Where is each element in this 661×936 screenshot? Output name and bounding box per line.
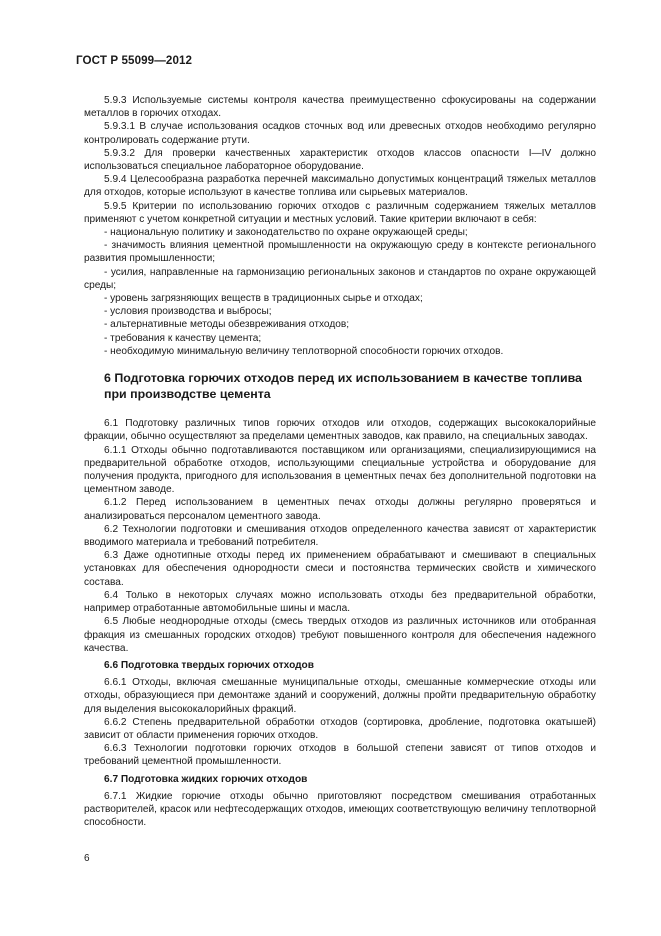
subsection-6-6-heading: 6.6 Подготовка твердых горючих отходов [104,659,314,671]
paragraph-5-9-3-1: 5.9.3.1 В случае использования осадков сточных вод или древесных отходов необходимо регулярно контролировать содержание ртути. [84,121,596,146]
paragraph-6-3: 6.3 Даже однотипные отходы перед их применением обрабатывают и смешивают в специальных установках для обеспечения однородности смеси и постоянства термических свойств и химического состава. [84,550,596,588]
paragraph-6-5: 6.5 Любые неоднородные отходы (смесь твердых отходов из различных источников или отобранная фракция из смешанных городских отходов) требуют повышенного контроля для обеспечения надежного качества. [84,616,596,654]
list-item: - условия производства и выбросы; [104,306,272,318]
standard-header: ГОСТ Р 55099—2012 [76,54,193,67]
paragraph-6-6-3: 6.6.3 Технологии подготовки горючих отходов в большой степени зависят от типов отходов и требований цементной промышленности. [84,743,596,768]
list-item: - требования к качеству цемента; [104,332,262,344]
paragraph-5-9-4: 5.9.4 Целесообразна разработка перечней максимально допустимых концентраций тяжелых металлов для отходов, которые используют в качестве топлива или сырьевых материалов. [84,174,596,199]
document-body [84,94,596,829]
list-item: - усилия, направленные на гармонизацию региональных законов и стандартов по охране окружающей среды; [84,266,596,291]
list-item: - уровень загрязняющих веществ в традиционных сырье и отходах; [104,293,423,305]
paragraph-6-1: 6.1 Подготовку различных типов горючих отходов или отходов, содержащих высококалорийные фракции, обычно осуществляют за пределами цементных заводов, как правило, на специальных заводах. [84,418,596,443]
paragraph-6-1-1: 6.1.1 Отходы обычно подготавливаются поставщиком или организациями, специализирующимися на предварительной обработке отходов, использующими специальные устройства и оборудование для получения продукта, пригодного для использования в цементных печах без дополнительной подготовки на цементном заводе. [84,444,596,496]
list-item: - необходимую минимальную величину теплотворной способности горючих отходов. [104,345,504,357]
subsection-6-7-heading: 6.7 Подготовка жидких горючих отходов [104,773,308,785]
list-item: - значимость влияния цементной промышленности на окружающую среду в контексте регионального развития промышленности; [84,240,596,265]
paragraph-5-9-3: 5.9.3 Используемые системы контроля качества преимущественно сфокусированы на содержании металлов в горючих отходах. [84,95,596,120]
paragraph-5-9-5: 5.9.5 Критерии по использованию горючих отходов с различным содержанием тяжелых металлов применяют с учетом конкретной ситуации и местных условий. Такие критерии включают в себя: [84,200,596,225]
section-6-heading: 6 Подготовка горючих отходов перед их использованием в качестве топлива при производстве цемента [104,371,582,401]
paragraph-6-2: 6.2 Технологии подготовки и смешивания отходов определенного качества зависят от характеристик вводимого материала и требований потребителя. [84,523,596,549]
paragraph-6-6-2: 6.6.2 Степень предварительной обработки отходов (сортировка, дробление, подготовка окатышей) зависит от области применения горючих отходов. [84,716,596,741]
paragraph-6-1-2: 6.1.2 Перед использованием в цементных печах отходы должны регулярно проверяться и анализироваться персоналом цементного завода. [84,497,596,522]
paragraph-5-9-3-2: 5.9.3.2 Для проверки качественных характеристик отходов классов опасности I—IV должно использоваться специальное лабораторное оборудование. [84,147,596,173]
paragraph-6-6-1: 6.6.1 Отходы, включая смешанные муниципальные отходы, смешанные коммерческие отходы или отходы, образующиеся при демонтаже зданий и сооружений, должны пройти предварительную обработку для выделения высококалорийных фракций. [84,677,596,715]
list-item: - национальную политику и законодательство по охране окружающей среды; [104,227,468,239]
list-item: - альтернативные методы обезвреживания отходов; [104,319,350,331]
paragraph-6-4: 6.4 Только в некоторых случаях можно использовать отходы без предварительной обработки, например отработанные автомобильные шины и масла. [84,589,596,615]
page-number: 6 [84,853,90,864]
paragraph-6-7-1: 6.7.1 Жидкие горючие отходы обычно приготовляют посредством смешивания отработанных растворителей, красок или нефтесодержащих отходов, имеющих соответствующую величину теплотворной способности. [84,790,596,829]
